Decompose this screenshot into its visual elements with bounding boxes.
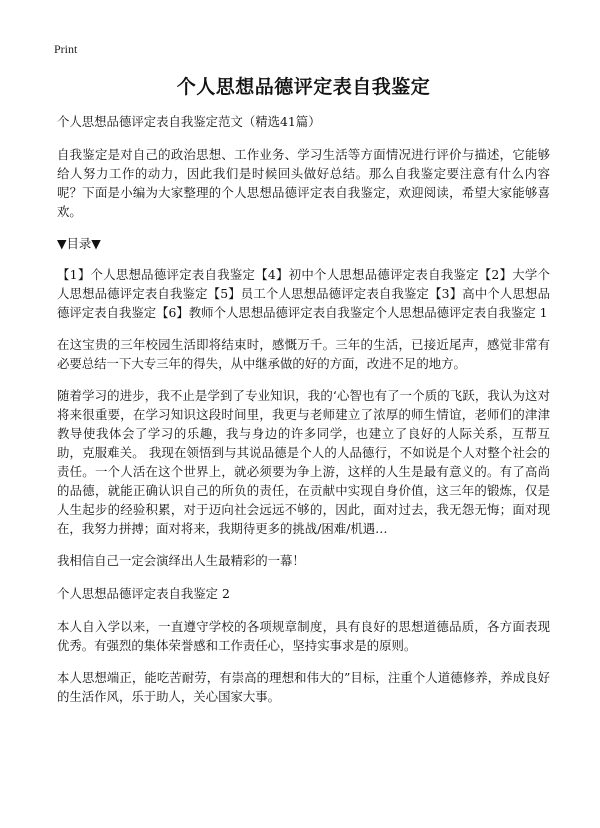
- body-paragraph-1: 在这宝贵的三年校园生活即将结束时，感慨万千。三年的生活，已接近尾声，感觉非常有必要总结一下大专三年的得失，从中继承做的好的方面，改进不足的地方。: [57, 337, 550, 371]
- section-2-title: 个人思想品德评定表自我鉴定 2: [57, 586, 230, 601]
- body-paragraph-2: 随着学习的进步，我不止是学到了专业知识，我的‘心智也有了一个质的飞跃，我认为这对将来很重要，在学习知识这段时间里，我更与老师建立了浓厚的师生情谊，老师们的津津教导使我体会了学习的乐趣，我与身边的许多同学，也建立了良好的人际关系，互帮互助，克服难关。 我现在领悟到与其说品德是个人的人品德行，不如说是个人对整个社会的责任。一个人活在这个世界上，就必须要为争上游，这样的人生是最有意义的。有了高尚的品德，就能正确认识自己的所负的责任，在贡献中实现自身价值，这三年的锻炼，仅是人生起步的经验积累，对于迈向社会远远不够的，因此，面对过去，我无怨无悔；面对现在，我努力拼搏；面对将来，我期待更多的挑战/困难/机遇…: [57, 388, 550, 536]
- toc-paragraph: 【1】个人思想品德评定表自我鉴定【4】初中个人思想品德评定表自我鉴定【2】大学个人思想品德评定表自我鉴定【5】员工个人思想品德评定表自我鉴定【3】高中个人思想品德评定表自我鉴定【6】教师个人思想品德评定表自我鉴定个人思想品德评定表自我鉴定 1: [57, 267, 550, 320]
- document-subtitle: 个人思想品德评定表自我鉴定范文（精选41篇）: [57, 114, 321, 129]
- body-paragraph-5: 本人思想端正，能吃苦耐劳，有崇高的理想和伟大的”目标，注重个人道德修养，养成良好的生活作风，乐于助人，关心国家大事。: [57, 670, 550, 704]
- document-title: 个人思想品德评定表自我鉴定: [176, 76, 431, 98]
- intro-paragraph: 自我鉴定是对自己的政治思想、工作业务、学习生活等方面情况进行评价与描述，它能够给人努力工作的动力，因此我们是时候回头做好总结。那么自我鉴定要注意有什么内容呢？下面是小编为大家整理的个人思想品德评定表自我鉴定，欢迎阅读，希望大家能够喜欢。: [57, 147, 550, 219]
- toc-label: ▼目录▼: [57, 236, 101, 251]
- body-paragraph-4: 本人自入学以来，一直遵守学校的各项规章制度，具有良好的思想道德品质，各方面表现优秀。有强烈的集体荣誉感和工作责任心，坚持实事求是的原则。: [57, 619, 550, 653]
- print-label: Print: [54, 42, 78, 56]
- body-paragraph-3: 我相信自己一定会演绎出人生最精彩的一幕！: [57, 553, 305, 568]
